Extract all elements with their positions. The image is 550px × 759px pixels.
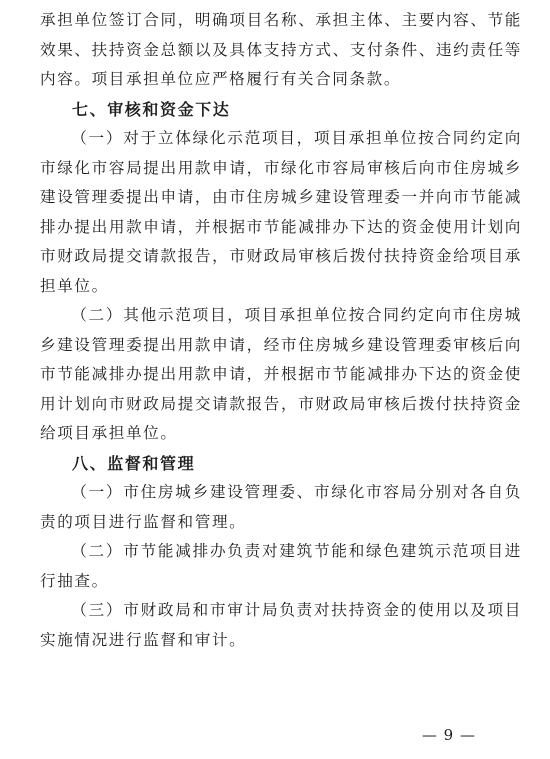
page-number: — 9 —: [421, 726, 476, 744]
paragraph-7-1: （一）对于立体绿化示范项目，项目承担单位按合同约定向市绿化市容局提出用款申请，市绿化市容局审核后向市住房城乡建设管理委提出申请，由市住房城乡建设管理委一并向市节能减排办提出用款申请，并根据市节能减排办下达的资金使用计划向市财政局提交请款报告，市财政局审核后拨付扶持资金给项目承担单位。: [40, 129, 522, 295]
paragraph-8-1: （一）市住房城乡建设管理委、市绿化市容局分别对各自负责的项目进行监督和管理。: [40, 483, 522, 531]
section-heading-review-and-funding: 七、审核和资金下达: [72, 99, 231, 119]
paragraph-8-3: （三）市财政局和市审计局负责对扶持资金的使用以及项目实施情况进行监督和审计。: [40, 601, 522, 649]
section-heading-supervision: 八、监督和管理: [72, 453, 196, 473]
paragraph-contract-terms: 承担单位签订合同，明确项目名称、承担主体、主要内容、节能效果、扶持资金总额以及具体支持方式、支付条件、违约责任等内容。项目承担单位应严格履行有关合同条款。: [40, 11, 522, 88]
paragraph-7-2: （二）其他示范项目，项目承担单位按合同约定向市住房城乡建设管理委提出用款申请，经市住房城乡建设管理委审核后向市节能减排办提出用款申请，并根据市节能减排办下达的资金使用计划向市财政局提交请款报告，市财政局审核后拨付扶持资金给项目承担单位。: [40, 306, 522, 442]
paragraph-8-2: （二）市节能减排办负责对建筑节能和绿色建筑示范项目进行抽查。: [40, 542, 522, 590]
